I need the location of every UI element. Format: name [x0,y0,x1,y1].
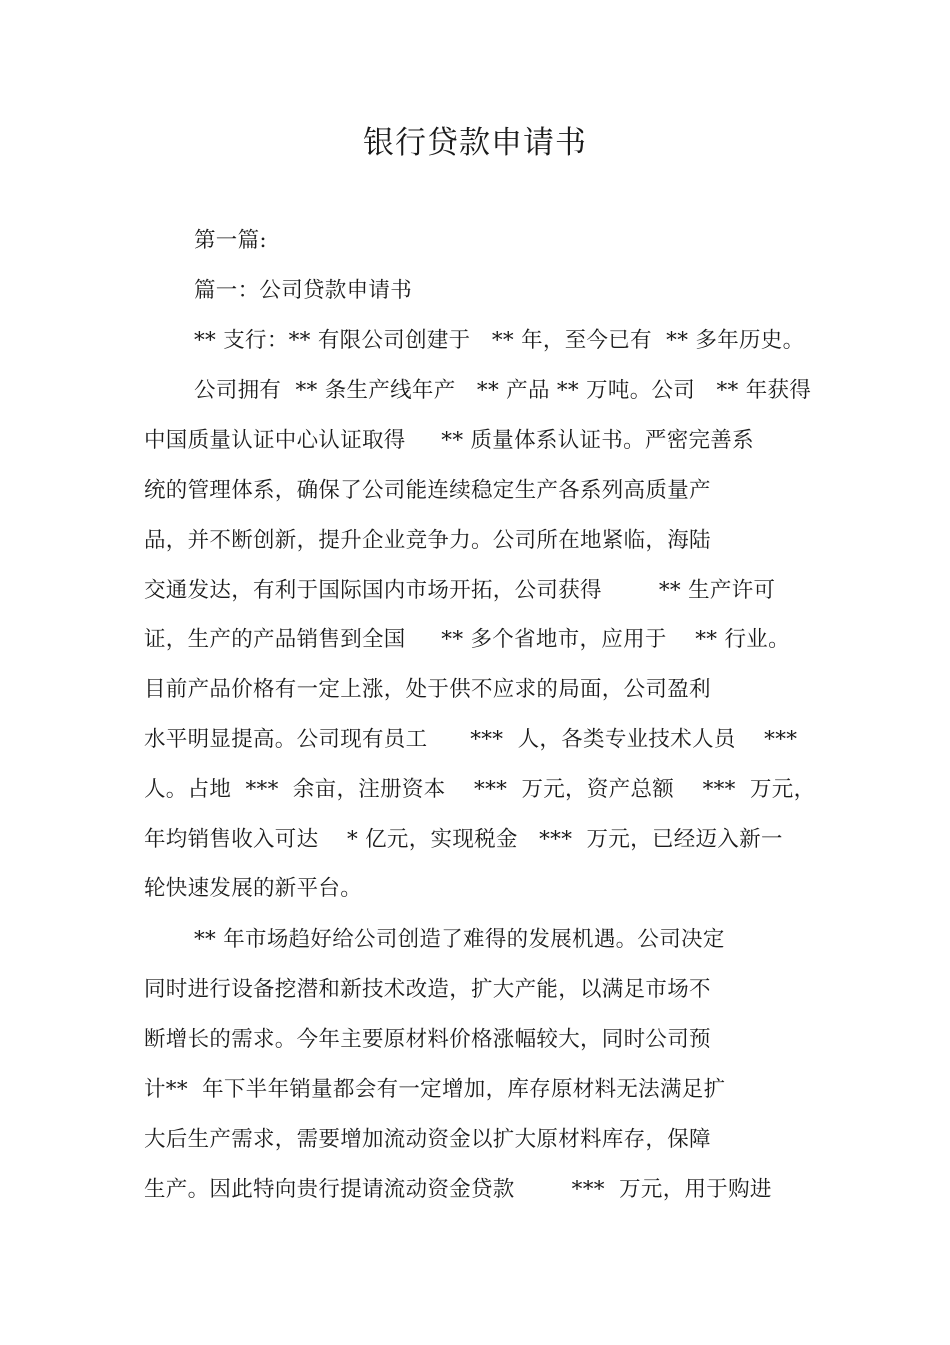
text-line: 水平明显提高。公司现有员工 *** 人，各类专业技术人员 *** [144,727,798,752]
text-line: 人。占地 *** 余亩，注册资本 *** 万元，资产总额 *** 万元， [144,777,816,802]
text-line: 轮快速发展的新平台。 [144,876,363,901]
text-line: 目前产品价格有一定上涨，处于供不应求的局面，公司盈利 [144,677,711,702]
text-line: 品，并不断创新，提升企业竞争力。公司所在地紧临，海陆 [144,528,711,553]
text-line: ** 年市场趋好给公司创造了难得的发展机遇。公司决定 [194,927,725,952]
text-line: 计** 年下半年销量都会有一定增加，库存原材料无法满足扩 [144,1077,726,1102]
text-line: 生产。因此特向贵行提请流动资金贷款 *** 万元，用于购进 [144,1177,772,1202]
text-line: 证，生产的产品销售到全国 ** 多个省地市，应用于 ** 行业。 [144,627,790,652]
text-line-section-heading: 第一篇: [194,228,267,253]
text-line: 交通发达，有利于国际国内市场开拓，公司获得 ** 生产许可 [144,578,776,603]
text-line: 年均销售收入可达 * 亿元，实现税金 *** 万元，已经迈入新一 [144,827,783,852]
text-line: 断增长的需求。今年主要原材料价格涨幅较大，同时公司预 [144,1027,711,1052]
text-line: 中国质量认证中心认证取得 ** 质量体系认证书。严密完善系 [144,428,754,453]
text-line: 公司拥有 ** 条生产线年产 ** 产品 ** 万吨。公司 ** 年获得 [194,378,812,403]
text-line: 大后生产需求，需要增加流动资金以扩大原材料库存，保障 [144,1127,711,1152]
text-line: 同时进行设备挖潜和新技术改造，扩大产能，以满足市场不 [144,977,711,1002]
text-line-subtitle: 篇一：公司贷款申请书 [194,278,413,303]
document-title: 银行贷款申请书 [363,125,587,161]
text-line: 统的管理体系，确保了公司能连续稳定生产各系列高质量产 [144,478,711,503]
text-line: ** 支行：** 有限公司创建于 ** 年，至今已有 ** 多年历史。 [194,328,805,353]
